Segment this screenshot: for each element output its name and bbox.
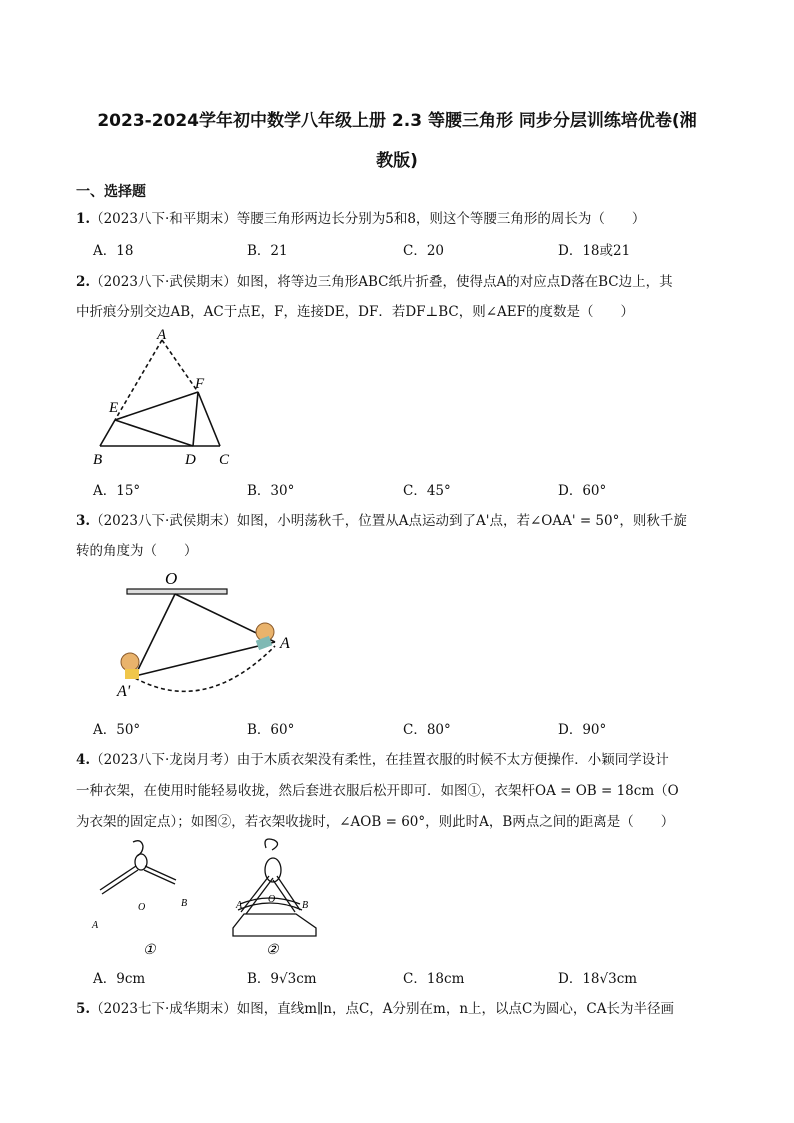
question-3 <box>76 509 687 529</box>
question-text: （2023八下·武侯期末）如图，小明荡秋千，位置从A点运动到了A'点，若∠OAA' = 50°，则秋千旋 <box>90 513 687 529</box>
label-f: F <box>195 376 205 392</box>
option-c: C．45° <box>403 483 451 499</box>
question-1 <box>76 207 645 227</box>
question-number: 4. <box>76 752 91 768</box>
figure-folded-triangle <box>85 328 245 470</box>
question-2 <box>76 270 673 290</box>
question-number: 3. <box>76 513 91 529</box>
figure-2-label: ② <box>266 943 279 958</box>
question-3-line2: 转的角度为（ ） <box>76 543 198 559</box>
option-d: D．60° <box>558 483 607 499</box>
question-5 <box>76 997 674 1017</box>
question-number: 1. <box>76 211 91 227</box>
label-o: O <box>165 569 178 588</box>
question-text: （2023七下·成华期末）如图，直线m∥n，点C，A分别在m，n上，以点C为圆心，CA长为半径画 <box>90 1001 674 1017</box>
option-c: C．20 <box>403 243 445 259</box>
question-4-line2: 一种衣架，在使用时能轻易收拢，然后套进衣服后松开即可．如图①，衣架杆OA = OB = 18cm（O <box>76 783 679 799</box>
option-a: A．50° <box>93 722 141 738</box>
document-title-line1: 2023-2024学年初中数学八年级上册 2.3 等腰三角形 同步分层训练培优卷(湘 <box>97 111 697 131</box>
figure-1-label: ① <box>143 943 156 958</box>
option-c: C．80° <box>403 722 451 738</box>
question-text: （2023八下·和平期末）等腰三角形两边长分别为5和8，则这个等腰三角形的周长为（ ） <box>90 211 646 227</box>
option-a: A．18 <box>93 243 134 259</box>
option-d: D．18或21 <box>558 243 631 259</box>
label-o: O <box>138 902 146 913</box>
document-title-line2: 教版) <box>376 151 418 171</box>
label-a: A <box>280 635 290 652</box>
label-a-prime: A' <box>117 683 131 700</box>
question-text: （2023八下·龙岗月考）由于木质衣架没有柔性，在挂置衣服的时候不太方便操作．小颖同学设计 <box>90 752 669 768</box>
label-e: E <box>109 400 119 416</box>
label-a: A <box>92 920 99 931</box>
option-a: A．9cm <box>93 971 146 987</box>
label-b: B <box>181 898 188 909</box>
question-2-line2: 中折痕分别交边AB，AC于点E，F，连接DE，DF．若DF⊥BC，则∠AEF的度数是（ ） <box>76 304 635 320</box>
label-b: B <box>302 900 309 911</box>
label-d: D <box>185 452 196 468</box>
option-d: D．18√3cm <box>558 971 638 987</box>
question-number: 2. <box>76 274 91 290</box>
option-b: B．30° <box>247 483 295 499</box>
question-number: 5. <box>76 1001 91 1017</box>
option-b: B．60° <box>247 722 295 738</box>
label-c: C <box>219 452 230 468</box>
option-b: B．9√3cm <box>247 971 317 987</box>
label-o: O <box>268 894 276 905</box>
question-text: （2023八下·武侯期末）如图，将等边三角形ABC纸片折叠，使得点A的对应点D落在BC边上，其 <box>90 274 673 290</box>
option-b: B．21 <box>247 243 288 259</box>
figure-hangers <box>88 836 338 964</box>
option-c: C．18cm <box>403 971 465 987</box>
option-d: D．90° <box>558 722 607 738</box>
question-4-line3: 为衣架的固定点）；如图②，若衣架收拢时，∠AOB = 60°，则此时A，B两点之间的距离是（ ） <box>76 814 675 830</box>
label-a: A <box>157 328 167 343</box>
figure-swing <box>105 566 305 706</box>
child-icon <box>121 653 139 671</box>
label-b: B <box>93 452 103 468</box>
section-heading: 一、选择题 <box>76 184 146 200</box>
question-4 <box>76 748 669 768</box>
label-a: A <box>236 900 243 911</box>
option-a: A．15° <box>93 483 141 499</box>
